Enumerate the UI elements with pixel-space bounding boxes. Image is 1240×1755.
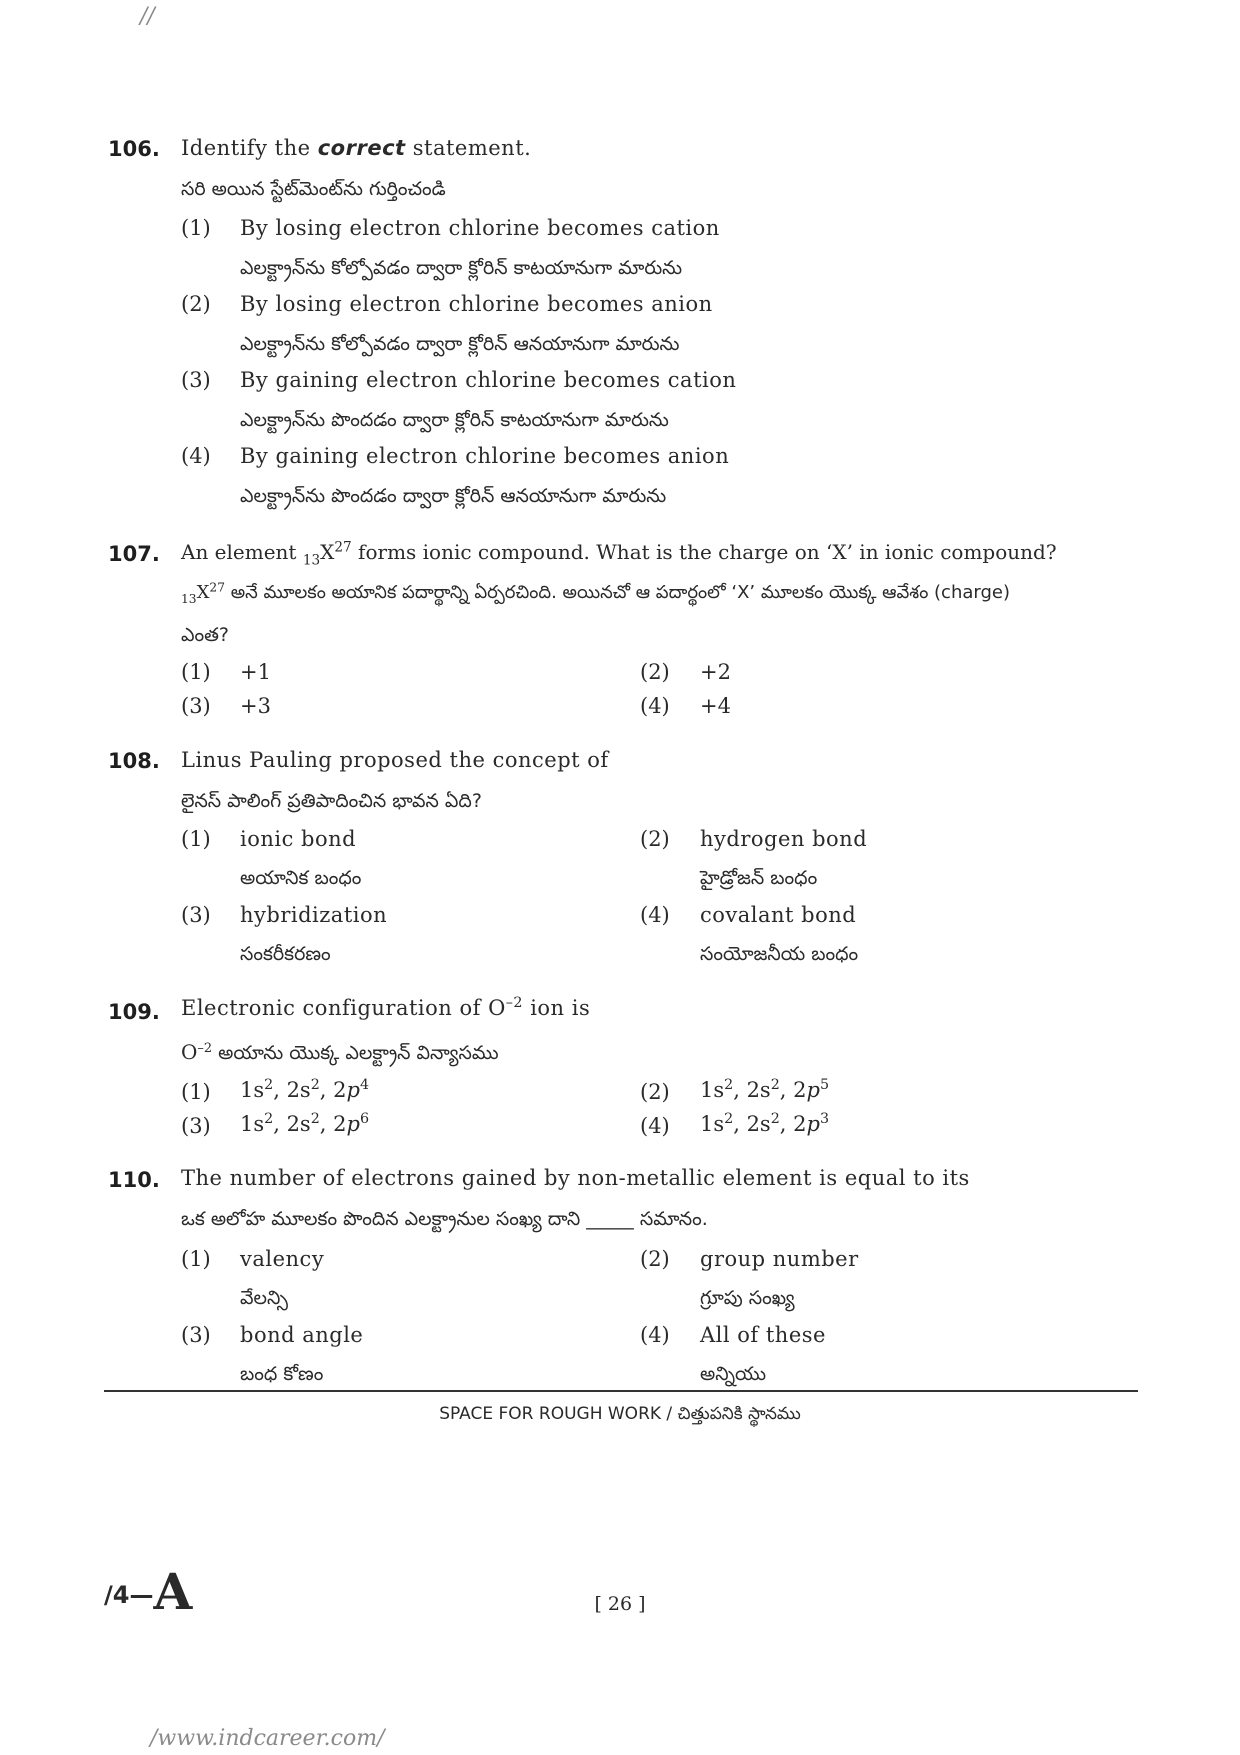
q110-option-1-telugu: వేలన్సి (240, 1287, 288, 1309)
q108-option-3-telugu: సంకరీకరణం (240, 943, 331, 965)
q108-text-telugu: లైనస్ పాలింగ్ ప్రతిపాదించిన భావన ఏది? (181, 790, 482, 812)
q106-option-3: By gaining electron chlorine becomes cation (240, 368, 737, 392)
q106-option-2-num: (2) (181, 292, 211, 316)
q108-text: Linus Pauling proposed the concept of (181, 748, 609, 772)
q106-option-2: By losing electron chlorine becomes anion (240, 292, 713, 316)
q108-option-3-num: (3) (181, 903, 211, 927)
q110-option-2: group number (700, 1247, 859, 1271)
q107-text-telugu: $_{13}X^{27}$ అనే మూలకం అయానిక పదార్థాన్ని ఏర్పరచింది. అయినచో ఆ పదార్థంలో ‘X’ మూలకం యొక్క ఆవేశం (charge) (181, 580, 1011, 606)
q106-option-1-num: (1) (181, 216, 211, 240)
q109-text-telugu: $O^{-2}$ అయాను యొక్క ఎలక్ట్రాన్ విన్యాసము (181, 1040, 499, 1064)
q109-option-4-num: (4) (640, 1114, 670, 1138)
q110-text: The number of electrons gained by non-metallic element is equal to its (181, 1166, 970, 1190)
q106-text: Identify the correct statement. (181, 136, 532, 160)
q106-option-1: By losing electron chlorine becomes cation (240, 216, 720, 240)
watermark: /www.indcareer.com/ (150, 1726, 385, 1751)
q109-option-2-num: (2) (640, 1080, 670, 1104)
q107-option-1-num: (1) (181, 660, 211, 684)
q106-option-4-telugu: ఎలక్ట్రాన్‌ను పొందడం ద్వారా క్లోరిన్ ఆనయానుగా మారును (240, 485, 667, 507)
q106-option-1-telugu: ఎలక్ట్రాన్‌ను కోల్పోవడం ద్వారా క్లోరిన్ కాటయానుగా మారును (240, 257, 683, 279)
q107-number: 107. (108, 542, 160, 566)
q107-option-2-num: (2) (640, 660, 670, 684)
q107-option-4-num: (4) (640, 694, 670, 718)
q110-option-3: bond angle (240, 1323, 364, 1347)
q110-option-1: valency (240, 1247, 325, 1271)
q110-option-4-telugu: అన్నియు (700, 1363, 767, 1385)
q106-option-4: By gaining electron chlorine becomes anion (240, 444, 730, 468)
q108-option-1-num: (1) (181, 827, 211, 851)
q108-option-4-num: (4) (640, 903, 670, 927)
q108-option-1: ionic bond (240, 827, 357, 851)
q106-option-4-num: (4) (181, 444, 211, 468)
q108-option-4: covalant bond (700, 903, 857, 927)
page-number: [ 26 ] (594, 1593, 646, 1615)
paper-code: /4—A (104, 1562, 193, 1621)
q110-option-1-num: (1) (181, 1247, 211, 1271)
q108-option-2: hydrogen bond (700, 827, 868, 851)
q108-option-2-telugu: హైడ్రోజన్ బంధం (700, 867, 818, 889)
q107-option-4: +4 (700, 694, 731, 718)
q110-option-3-telugu: బంధ కోణం (240, 1363, 324, 1385)
q107-text-telugu-cont: ఎంత? (181, 624, 230, 646)
q108-number: 108. (108, 749, 160, 773)
q110-number: 110. (108, 1168, 160, 1192)
rough-work-label: SPACE FOR ROUGH WORK / చిత్తుపనికి స్థానము (439, 1404, 801, 1424)
q106-number: 106. (108, 137, 160, 161)
q110-option-2-telugu: గ్రూపు సంఖ్య (700, 1287, 795, 1309)
q109-option-1-num: (1) (181, 1080, 211, 1104)
q106-option-3-num: (3) (181, 368, 211, 392)
q110-option-2-num: (2) (640, 1247, 670, 1271)
q106-emphasis: correct (317, 136, 406, 160)
q106-text-telugu: సరి అయిన స్టేట్‌మెంట్‌ను గుర్తించండి (181, 178, 446, 200)
q108-option-4-telugu: సంయోజనీయ బంధం (700, 943, 859, 965)
rough-work-divider (104, 1390, 1138, 1392)
q110-option-4: All of these (700, 1323, 826, 1347)
q107-option-3-num: (3) (181, 694, 211, 718)
q110-option-4-num: (4) (640, 1323, 670, 1347)
q109-option-1: $1s^2$, $2s^2$, $2p^4$ (240, 1077, 370, 1102)
q106-option-2-telugu: ఎలక్ట్రాన్‌ను కోల్పోవడం ద్వారా క్లోరిన్ ఆనయానుగా మారును (240, 333, 680, 355)
q109-option-3-num: (3) (181, 1114, 211, 1138)
q107-option-2: +2 (700, 660, 731, 684)
q109-number: 109. (108, 1000, 160, 1024)
top-mark: // (140, 4, 155, 29)
q107-option-3: +3 (240, 694, 271, 718)
q109-text: Electronic configuration of $O^{-2}$ ion is (181, 995, 591, 1020)
q107-text: An element $_{13}X^{27}$ forms ionic compound. What is the charge on ‘X’ in ionic compound? (181, 539, 1057, 569)
q108-option-1-telugu: అయానిక బంధం (240, 867, 362, 889)
q110-text-telugu: ఒక అలోహ మూలకం పొందిన ఎలక్ట్రానుల సంఖ్య దాని _____ సమానం. (181, 1208, 708, 1230)
q110-option-3-num: (3) (181, 1323, 211, 1347)
q108-option-3: hybridization (240, 903, 388, 927)
q109-option-4: $1s^2$, $2s^2$, $2p^3$ (700, 1111, 830, 1136)
q108-option-2-num: (2) (640, 827, 670, 851)
q107-option-1: +1 (240, 660, 271, 684)
q109-option-3: $1s^2$, $2s^2$, $2p^6$ (240, 1111, 370, 1136)
q106-option-3-telugu: ఎలక్ట్రాన్‌ను పొందడం ద్వారా క్లోరిన్ కాటయానుగా మారును (240, 409, 669, 431)
q109-option-2: $1s^2$, $2s^2$, $2p^5$ (700, 1077, 830, 1102)
